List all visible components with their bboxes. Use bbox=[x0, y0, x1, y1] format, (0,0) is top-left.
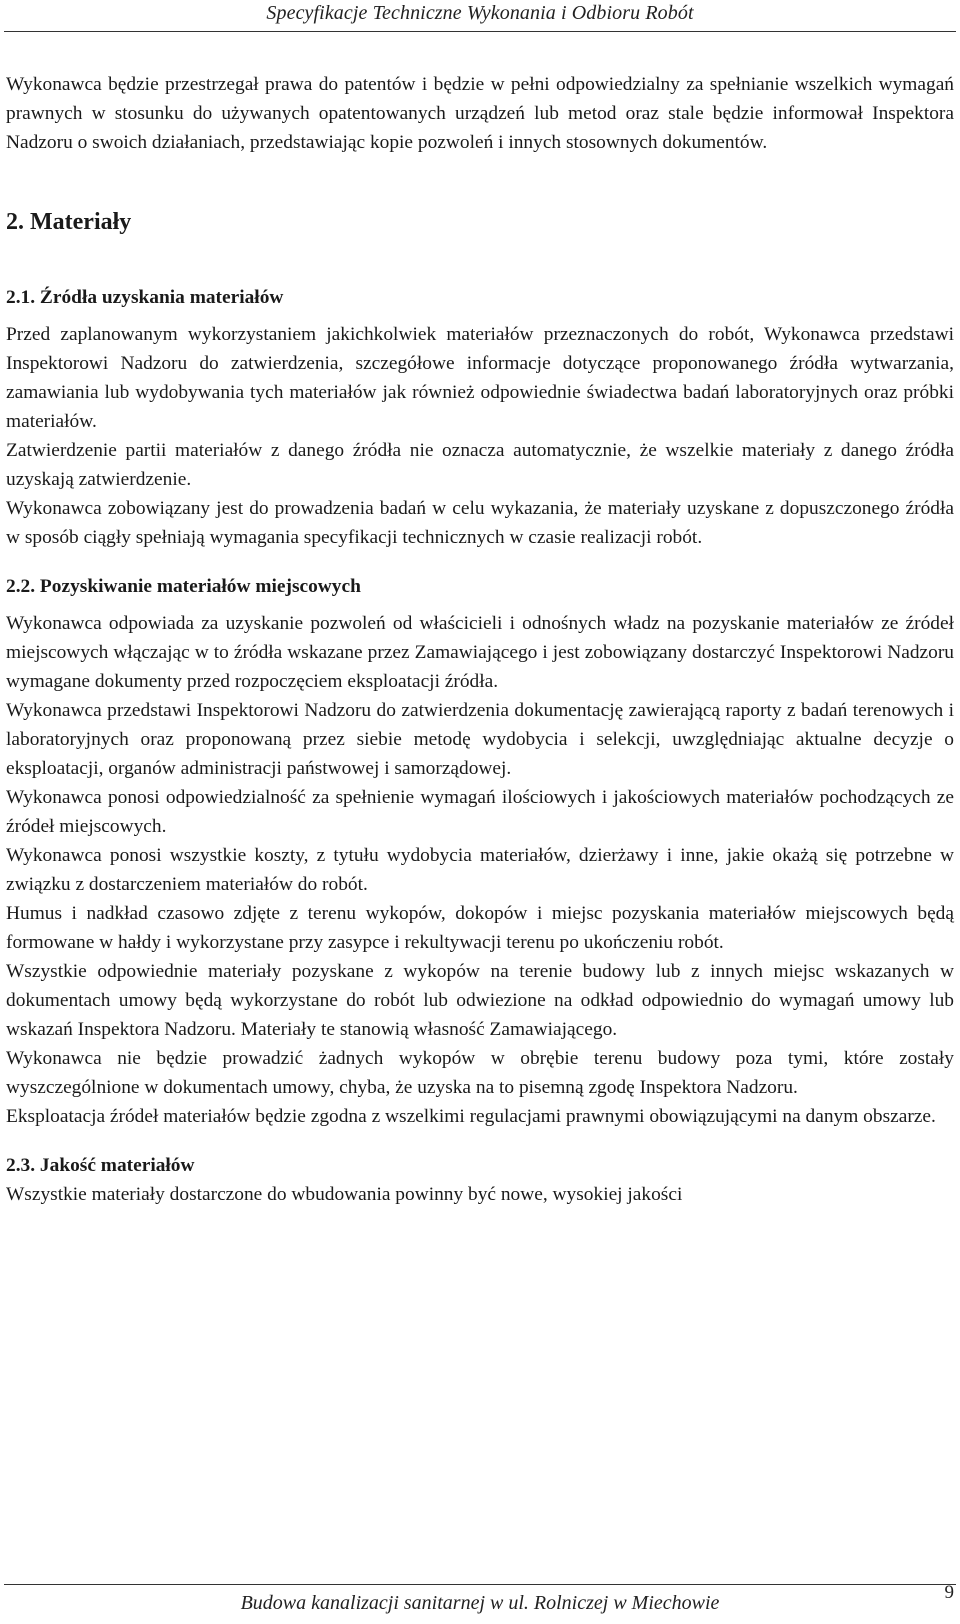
paragraph-2-2-6: Wszystkie odpowiednie materiały pozyskane z wykopów na terenie budowy lub z innych miejsc wskazanych w dokumentach umowy będą wykorzystane do robót lub odwiezione na odkład odpowiednio do wymagań umowy lub wskazań Inspektora Nadzoru. Materiały te stanowią własność Zamawiającego. bbox=[6, 961, 954, 1040]
paragraph-2-1-2: Zatwierdzenie partii materiałów z danego źródła nie oznacza automatycznie, że wszelkie materiały z danego źródła uzyskają zatwierdzenie. bbox=[6, 440, 954, 490]
paragraph-2-1-3: Wykonawca zobowiązany jest do prowadzenia badań w celu wykazania, że materiały uzyskane z dopuszczonego źródła w sposób ciągły spełniają wymagania specyfikacji technicznych w czasie realizacji robót. bbox=[6, 498, 954, 548]
footer-title: Budowa kanalizacji sanitarnej w ul. Rolniczej w Miechowie bbox=[240, 1592, 720, 1614]
header-title: Specyfikacje Techniczne Wykonania i Odbioru Robót bbox=[266, 2, 694, 24]
paragraph-2-2-1: Wykonawca odpowiada za uzyskanie pozwoleń od właścicieli i odnośnych władz na pozyskanie materiałów ze źródeł miejscowych włączając w to źródła wskazane przez Zamawiającego i jest zobowiązany dostarczyć Inspektorowi Nadzoru wymagane dokumenty przed rozpoczęciem eksploatacji źródła. bbox=[6, 613, 954, 692]
paragraph-2-2-7: Wykonawca nie będzie prowadzić żadnych wykopów w obrębie terenu budowy poza tymi, które zostały wyszczególnione w dokumentach umowy, chyba, że uzyska na to pisemną zgodę Inspektora Nadzoru. bbox=[6, 1048, 954, 1098]
paragraph-2-3-1: Wszystkie materiały dostarczone do wbudowania powinny być nowe, wysokiej jakości bbox=[6, 1184, 683, 1205]
page-header bbox=[0, 0, 960, 34]
subsection-heading-2-1: 2.1. Źródła uzyskania materiałów bbox=[6, 287, 284, 308]
section-heading: 2. Materiały bbox=[6, 209, 132, 235]
document-body bbox=[6, 70, 954, 1209]
subsection-heading-2-3: 2.3. Jakość materiałów bbox=[6, 1155, 195, 1176]
paragraph-2-2-5: Humus i nadkład czasowo zdjęte z terenu wykopów, dokopów i miejsc pozyskania materiałów miejscowych będą formowane w hałdy i wykorzystane przy zasypce i rekultywacji terenu po ukończeniu robót. bbox=[6, 903, 954, 953]
paragraph-2-1-1: Przed zaplanowanym wykorzystaniem jakichkolwiek materiałów przeznaczonych do robót, Wykonawca przedstawi Inspektorowi Nadzoru do zatwierdzenia, szczegółowe informacje dotyczące proponowanego źródła wytwarzania, zamawiania lub wydobywania tych materiałów jak również odpowiednie świadectwa badań laboratoryjnych oraz próbki materiałów. bbox=[6, 324, 954, 432]
page-footer bbox=[0, 1582, 960, 1624]
paragraph-2-2-3: Wykonawca ponosi odpowiedzialność za spełnienie wymagań ilościowych i jakościowych materiałów pochodzących ze źródeł miejscowych. bbox=[6, 787, 954, 837]
paragraph-2-2-8: Eksploatacja źródeł materiałów będzie zgodna z wszelkimi regulacjami prawnymi obowiązującymi na danym obszarze. bbox=[6, 1106, 936, 1127]
paragraph-2-2-4: Wykonawca ponosi wszystkie koszty, z tytułu wydobycia materiałów, dzierżawy i inne, jakie okażą się potrzebne w związku z dostarczeniem materiałów do robót. bbox=[6, 845, 954, 895]
subsection-heading-2-2: 2.2. Pozyskiwanie materiałów miejscowych bbox=[6, 576, 361, 597]
intro-paragraph: Wykonawca będzie przestrzegał prawa do patentów i będzie w pełni odpowiedzialny za spełnianie wszelkich wymagań prawnych w stosunku do używanych opatentowanych urządzeń lub metod oraz stale będzie informował Inspektora Nadzoru o swoich działaniach, przedstawiając kopie pozwoleń i innych stosownych dokumentów. bbox=[6, 74, 954, 153]
header-divider bbox=[4, 31, 956, 32]
footer-divider bbox=[4, 1584, 956, 1585]
paragraph-2-2-2: Wykonawca przedstawi Inspektorowi Nadzoru do zatwierdzenia dokumentację zawierającą raporty z badań terenowych i laboratoryjnych oraz proponowaną przez siebie metodę wydobycia i selekcji, uwzględniając aktualne decyzje o eksploatacji, organów administracji państwowej i samorządowej. bbox=[6, 700, 954, 779]
page-number: 9 bbox=[944, 1582, 954, 1603]
